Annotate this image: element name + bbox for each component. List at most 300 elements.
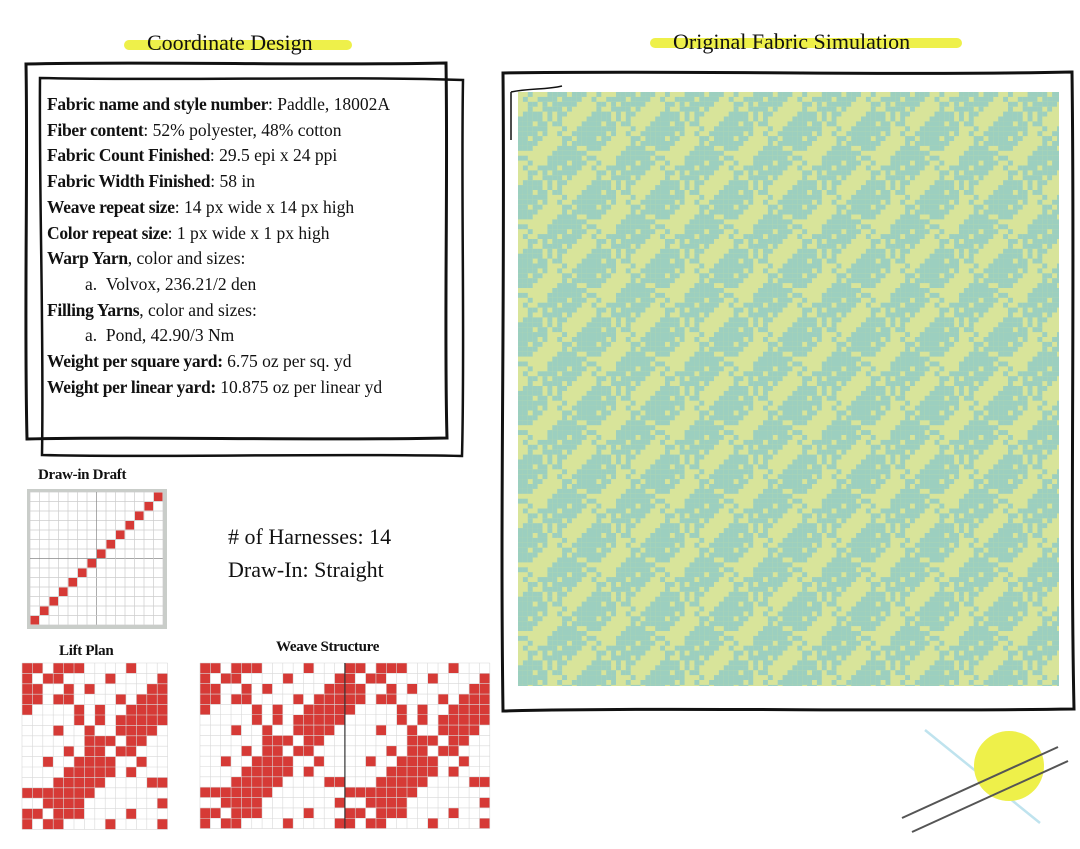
weave-cell — [324, 777, 334, 787]
weave-cell — [345, 704, 355, 714]
weave-cell — [200, 746, 210, 756]
weave-cell — [428, 704, 438, 714]
weave-cell — [43, 767, 53, 777]
weave-cell — [116, 746, 126, 756]
weave-cell — [272, 787, 282, 797]
weave-cell — [345, 735, 355, 745]
weight-lin-row — [47, 375, 457, 401]
weave-cell — [157, 777, 167, 787]
weave-cell — [84, 819, 94, 829]
weave-cell — [293, 756, 303, 766]
weave-cell — [469, 787, 479, 797]
weave-cell — [376, 663, 386, 673]
fiber-row — [47, 118, 457, 144]
weave-cell — [376, 777, 386, 787]
weave-cell — [157, 725, 167, 735]
weave-cell — [335, 756, 345, 766]
weave-cell — [116, 819, 126, 829]
weave-cell — [324, 673, 334, 683]
weave-cell — [262, 787, 272, 797]
weave-cell — [272, 704, 282, 714]
weave-cell — [231, 818, 241, 828]
weave-cell — [200, 767, 210, 777]
weave-cell — [252, 684, 262, 694]
weave-cell — [459, 818, 469, 828]
weave-cell — [147, 809, 157, 819]
weave-cell — [366, 673, 376, 683]
weave-cell — [22, 725, 32, 735]
weave-cell — [366, 715, 376, 725]
weave-cell — [74, 705, 84, 715]
weave-cell — [448, 704, 458, 714]
weave-cell — [136, 694, 146, 704]
weave-cell — [438, 746, 448, 756]
weave-cell — [335, 673, 345, 683]
color-repeat-label: Color repeat size — [47, 222, 168, 243]
weave-cell — [355, 756, 365, 766]
weave-cell — [157, 705, 167, 715]
weave-cell — [469, 684, 479, 694]
weave-cell — [64, 725, 74, 735]
weave-cell — [252, 694, 262, 704]
weave-cell — [157, 819, 167, 829]
weave-cell — [157, 757, 167, 767]
weave-cell — [324, 756, 334, 766]
weave-cell — [376, 715, 386, 725]
weave-cell — [200, 798, 210, 808]
weave-cell — [438, 663, 448, 673]
weave-cell — [324, 715, 334, 725]
weave-cell — [417, 787, 427, 797]
weave-cell — [43, 757, 53, 767]
draft-cell — [88, 559, 97, 568]
weave-cell — [32, 777, 42, 787]
weave-cell — [32, 736, 42, 746]
weave-cell — [74, 788, 84, 798]
weave-cell — [221, 715, 231, 725]
harness-count: # of Harnesses: 14 — [228, 524, 392, 549]
weave-cell — [136, 705, 146, 715]
filling-value: , color and sizes: — [139, 299, 257, 320]
weave-cell — [32, 715, 42, 725]
weave-cell — [221, 787, 231, 797]
weave-cell — [32, 673, 42, 683]
weave-cell — [147, 725, 157, 735]
weave-cell — [355, 663, 365, 673]
weave-cell — [386, 704, 396, 714]
weave-cell — [428, 735, 438, 745]
weave-cell — [231, 704, 241, 714]
weave-cell — [417, 704, 427, 714]
weave-cell — [376, 746, 386, 756]
weave-cell — [84, 798, 94, 808]
width-row — [47, 169, 457, 195]
weave-cell — [84, 746, 94, 756]
weave-cell — [479, 725, 489, 735]
weave-cell — [126, 757, 136, 767]
weave-cell — [262, 704, 272, 714]
weave-cell — [397, 798, 407, 808]
weave-cell — [43, 715, 53, 725]
weave-cell — [126, 694, 136, 704]
weave-cell — [53, 736, 63, 746]
weave-cell — [397, 684, 407, 694]
weave-cell — [126, 663, 136, 673]
weave-cell — [32, 767, 42, 777]
weave-cell — [252, 715, 262, 725]
weave-cell — [32, 788, 42, 798]
weave-cell — [428, 746, 438, 756]
weave-cell — [252, 756, 262, 766]
weave-cell — [74, 819, 84, 829]
weave-cell — [64, 819, 74, 829]
weave-cell — [469, 798, 479, 808]
weave-cell — [262, 746, 272, 756]
weave-cell — [459, 767, 469, 777]
draft-cell — [107, 540, 116, 549]
weave-cell — [32, 757, 42, 767]
weave-cell — [262, 663, 272, 673]
weave-cell — [157, 715, 167, 725]
weave-cell — [314, 673, 324, 683]
weave-cell — [293, 663, 303, 673]
color-repeat-row — [47, 221, 457, 247]
weave-cell — [428, 684, 438, 694]
weave-cell — [84, 684, 94, 694]
weave-cell — [479, 767, 489, 777]
weave-cell — [304, 735, 314, 745]
weave-cell — [231, 735, 241, 745]
weave-cell — [116, 663, 126, 673]
weave-cell — [355, 735, 365, 745]
weave-cell — [210, 715, 220, 725]
weave-cell — [366, 798, 376, 808]
weave-cell — [32, 819, 42, 829]
weave-cell — [428, 725, 438, 735]
weave-cell — [53, 809, 63, 819]
weave-cell — [407, 715, 417, 725]
weave-cell — [147, 767, 157, 777]
weave-cell — [252, 787, 262, 797]
weave-cell — [428, 767, 438, 777]
weave-cell — [22, 798, 32, 808]
weave-cell — [126, 777, 136, 787]
weave-cell — [241, 715, 251, 725]
weave-cell — [335, 777, 345, 787]
weave-cell — [231, 673, 241, 683]
weave-cell — [304, 725, 314, 735]
lift-plan-title: Lift Plan — [59, 643, 114, 659]
weave-cell — [84, 725, 94, 735]
weave-cell — [314, 818, 324, 828]
weave-cell — [136, 819, 146, 829]
weave-cell — [221, 663, 231, 673]
weave-cell — [105, 767, 115, 777]
weave-cell — [366, 777, 376, 787]
weave-cell — [95, 705, 105, 715]
weave-cell — [22, 673, 32, 683]
weave-cell — [64, 663, 74, 673]
weave-cell — [84, 777, 94, 787]
weave-cell — [74, 736, 84, 746]
weave-cell — [272, 663, 282, 673]
weave-cell — [469, 808, 479, 818]
weave-cell — [95, 715, 105, 725]
weave-cell — [231, 787, 241, 797]
weave-cell — [376, 798, 386, 808]
weave-cell — [272, 777, 282, 787]
weave-cell — [283, 684, 293, 694]
weave-cell — [324, 725, 334, 735]
weave-cell — [448, 767, 458, 777]
weave-cell — [43, 788, 53, 798]
weave-cell — [314, 798, 324, 808]
weave-cell — [84, 715, 94, 725]
weave-cell — [469, 663, 479, 673]
weave-cell — [345, 756, 355, 766]
weave-cell — [479, 808, 489, 818]
weave-cell — [469, 777, 479, 787]
weave-cell — [324, 767, 334, 777]
weave-cell — [345, 818, 355, 828]
draft-cell — [145, 502, 154, 511]
weave-cell — [386, 787, 396, 797]
weave-cell — [417, 767, 427, 777]
weave-cell — [407, 777, 417, 787]
weave-cell — [32, 746, 42, 756]
count-row — [47, 143, 457, 169]
weave-cell — [241, 735, 251, 745]
weave-cell — [262, 818, 272, 828]
weave-cell — [231, 694, 241, 704]
weave-cell — [293, 725, 303, 735]
weave-cell — [355, 798, 365, 808]
weave-cell — [136, 757, 146, 767]
weave-cell — [241, 663, 251, 673]
weave-cell — [397, 694, 407, 704]
weave-cell — [417, 663, 427, 673]
weave-cell — [74, 694, 84, 704]
weave-cell — [469, 735, 479, 745]
weave-cell — [272, 798, 282, 808]
weave-cell — [241, 767, 251, 777]
weave-cell — [210, 684, 220, 694]
weave-cell — [407, 684, 417, 694]
weave-cell — [324, 787, 334, 797]
weave-cell — [53, 777, 63, 787]
weave-cell — [84, 663, 94, 673]
weave-cell — [147, 746, 157, 756]
weave-cell — [438, 735, 448, 745]
weave-cell — [438, 808, 448, 818]
weave-cell — [438, 694, 448, 704]
weave-cell — [428, 818, 438, 828]
weave-cell — [376, 808, 386, 818]
weave-cell — [221, 767, 231, 777]
weave-cell — [116, 715, 126, 725]
weave-cell — [479, 746, 489, 756]
weave-cell — [116, 809, 126, 819]
weave-cell — [335, 808, 345, 818]
weave-cell — [22, 736, 32, 746]
weave-cell — [241, 684, 251, 694]
weave-cell — [262, 735, 272, 745]
weave-cell — [43, 684, 53, 694]
weave-cell — [355, 694, 365, 704]
weave-cell — [272, 694, 282, 704]
weave-cell — [231, 808, 241, 818]
weave-cell — [272, 735, 282, 745]
weave-cell — [366, 767, 376, 777]
weave-cell — [262, 798, 272, 808]
weave-cell — [386, 684, 396, 694]
weave-cell — [22, 694, 32, 704]
weave-cell — [386, 798, 396, 808]
weave-cell — [304, 756, 314, 766]
weave-cell — [355, 787, 365, 797]
weave-cell — [252, 777, 262, 787]
weave-cell — [417, 798, 427, 808]
weave-cell — [262, 673, 272, 683]
weave-cell — [22, 788, 32, 798]
weave-cell — [64, 684, 74, 694]
weave-cell — [136, 736, 146, 746]
weave-cell — [157, 746, 167, 756]
weave-cell — [448, 694, 458, 704]
weave-cell — [355, 725, 365, 735]
weave-cell — [22, 684, 32, 694]
weave-cell — [479, 777, 489, 787]
weave-cell — [459, 694, 469, 704]
weave-cell — [105, 809, 115, 819]
weave-cell — [397, 704, 407, 714]
weave-cell — [231, 725, 241, 735]
weave-cell — [43, 798, 53, 808]
weave-cell — [126, 788, 136, 798]
weave-cell — [448, 746, 458, 756]
weave-cell — [469, 704, 479, 714]
weave-cell — [221, 756, 231, 766]
weave-cell — [147, 819, 157, 829]
fabric-info — [47, 92, 457, 400]
weave-cell — [314, 808, 324, 818]
weave-cell — [74, 673, 84, 683]
weave-cell — [314, 787, 324, 797]
weave-cell — [262, 725, 272, 735]
weave-cell — [366, 684, 376, 694]
weave-cell — [64, 788, 74, 798]
weave-cell — [438, 777, 448, 787]
weave-cell — [231, 777, 241, 787]
weave-cell — [43, 819, 53, 829]
weave-cell — [397, 818, 407, 828]
weave-cell — [314, 663, 324, 673]
weave-cell — [376, 787, 386, 797]
weave-cell — [200, 777, 210, 787]
weave-cell — [116, 777, 126, 787]
weave-cell — [335, 746, 345, 756]
weave-cell — [105, 798, 115, 808]
weave-repeat-label: Weave repeat size — [47, 196, 175, 217]
weave-cell — [304, 767, 314, 777]
weave-cell — [200, 704, 210, 714]
weave-cell — [397, 787, 407, 797]
weave-cell — [64, 777, 74, 787]
weave-cell — [136, 684, 146, 694]
weave-cell — [126, 715, 136, 725]
weave-cell — [221, 684, 231, 694]
weave-cell — [479, 735, 489, 745]
weave-cell — [64, 694, 74, 704]
weave-cell — [126, 746, 136, 756]
weave-cell — [252, 767, 262, 777]
decorative-sun-graphic — [900, 725, 1080, 845]
weave-cell — [386, 694, 396, 704]
weave-cell — [304, 777, 314, 787]
weave-cell — [136, 725, 146, 735]
draft-cell — [69, 578, 78, 587]
weave-cell — [335, 694, 345, 704]
weave-cell — [272, 746, 282, 756]
weave-cell — [335, 735, 345, 745]
weave-cell — [376, 756, 386, 766]
weave-cell — [200, 818, 210, 828]
weave-cell — [324, 798, 334, 808]
lift-plan-grid — [22, 663, 168, 830]
weave-cell — [210, 787, 220, 797]
weave-cell — [210, 818, 220, 828]
weave-cell — [324, 818, 334, 828]
weave-cell — [231, 746, 241, 756]
weight-sq-row — [47, 349, 457, 375]
weave-cell — [314, 694, 324, 704]
weave-cell — [407, 735, 417, 745]
draw-in-type: Draw-In: Straight — [228, 557, 384, 582]
weave-cell — [241, 756, 251, 766]
warp-label: Warp Yarn — [47, 248, 128, 269]
weave-cell — [147, 777, 157, 787]
weave-cell — [210, 767, 220, 777]
weave-cell — [386, 818, 396, 828]
weave-cell — [231, 715, 241, 725]
weave-cell — [252, 818, 262, 828]
weave-cell — [147, 798, 157, 808]
weave-cell — [283, 818, 293, 828]
weave-cell — [438, 684, 448, 694]
weave-cell — [335, 704, 345, 714]
weave-cell — [345, 746, 355, 756]
weave-cell — [345, 725, 355, 735]
weave-cell — [157, 788, 167, 798]
weave-cell — [366, 818, 376, 828]
weave-cell — [241, 777, 251, 787]
draft-cell — [135, 512, 144, 521]
weave-cell — [417, 715, 427, 725]
weave-cell — [74, 767, 84, 777]
weave-cell — [53, 715, 63, 725]
weave-cell — [397, 663, 407, 673]
weave-cell — [386, 715, 396, 725]
weave-cell — [147, 736, 157, 746]
weave-cell — [231, 756, 241, 766]
weave-cell — [428, 673, 438, 683]
weave-cell — [22, 767, 32, 777]
weave-cell — [345, 798, 355, 808]
weave-cell — [469, 715, 479, 725]
weave-cell — [210, 756, 220, 766]
weave-cell — [105, 694, 115, 704]
weave-cell — [157, 673, 167, 683]
